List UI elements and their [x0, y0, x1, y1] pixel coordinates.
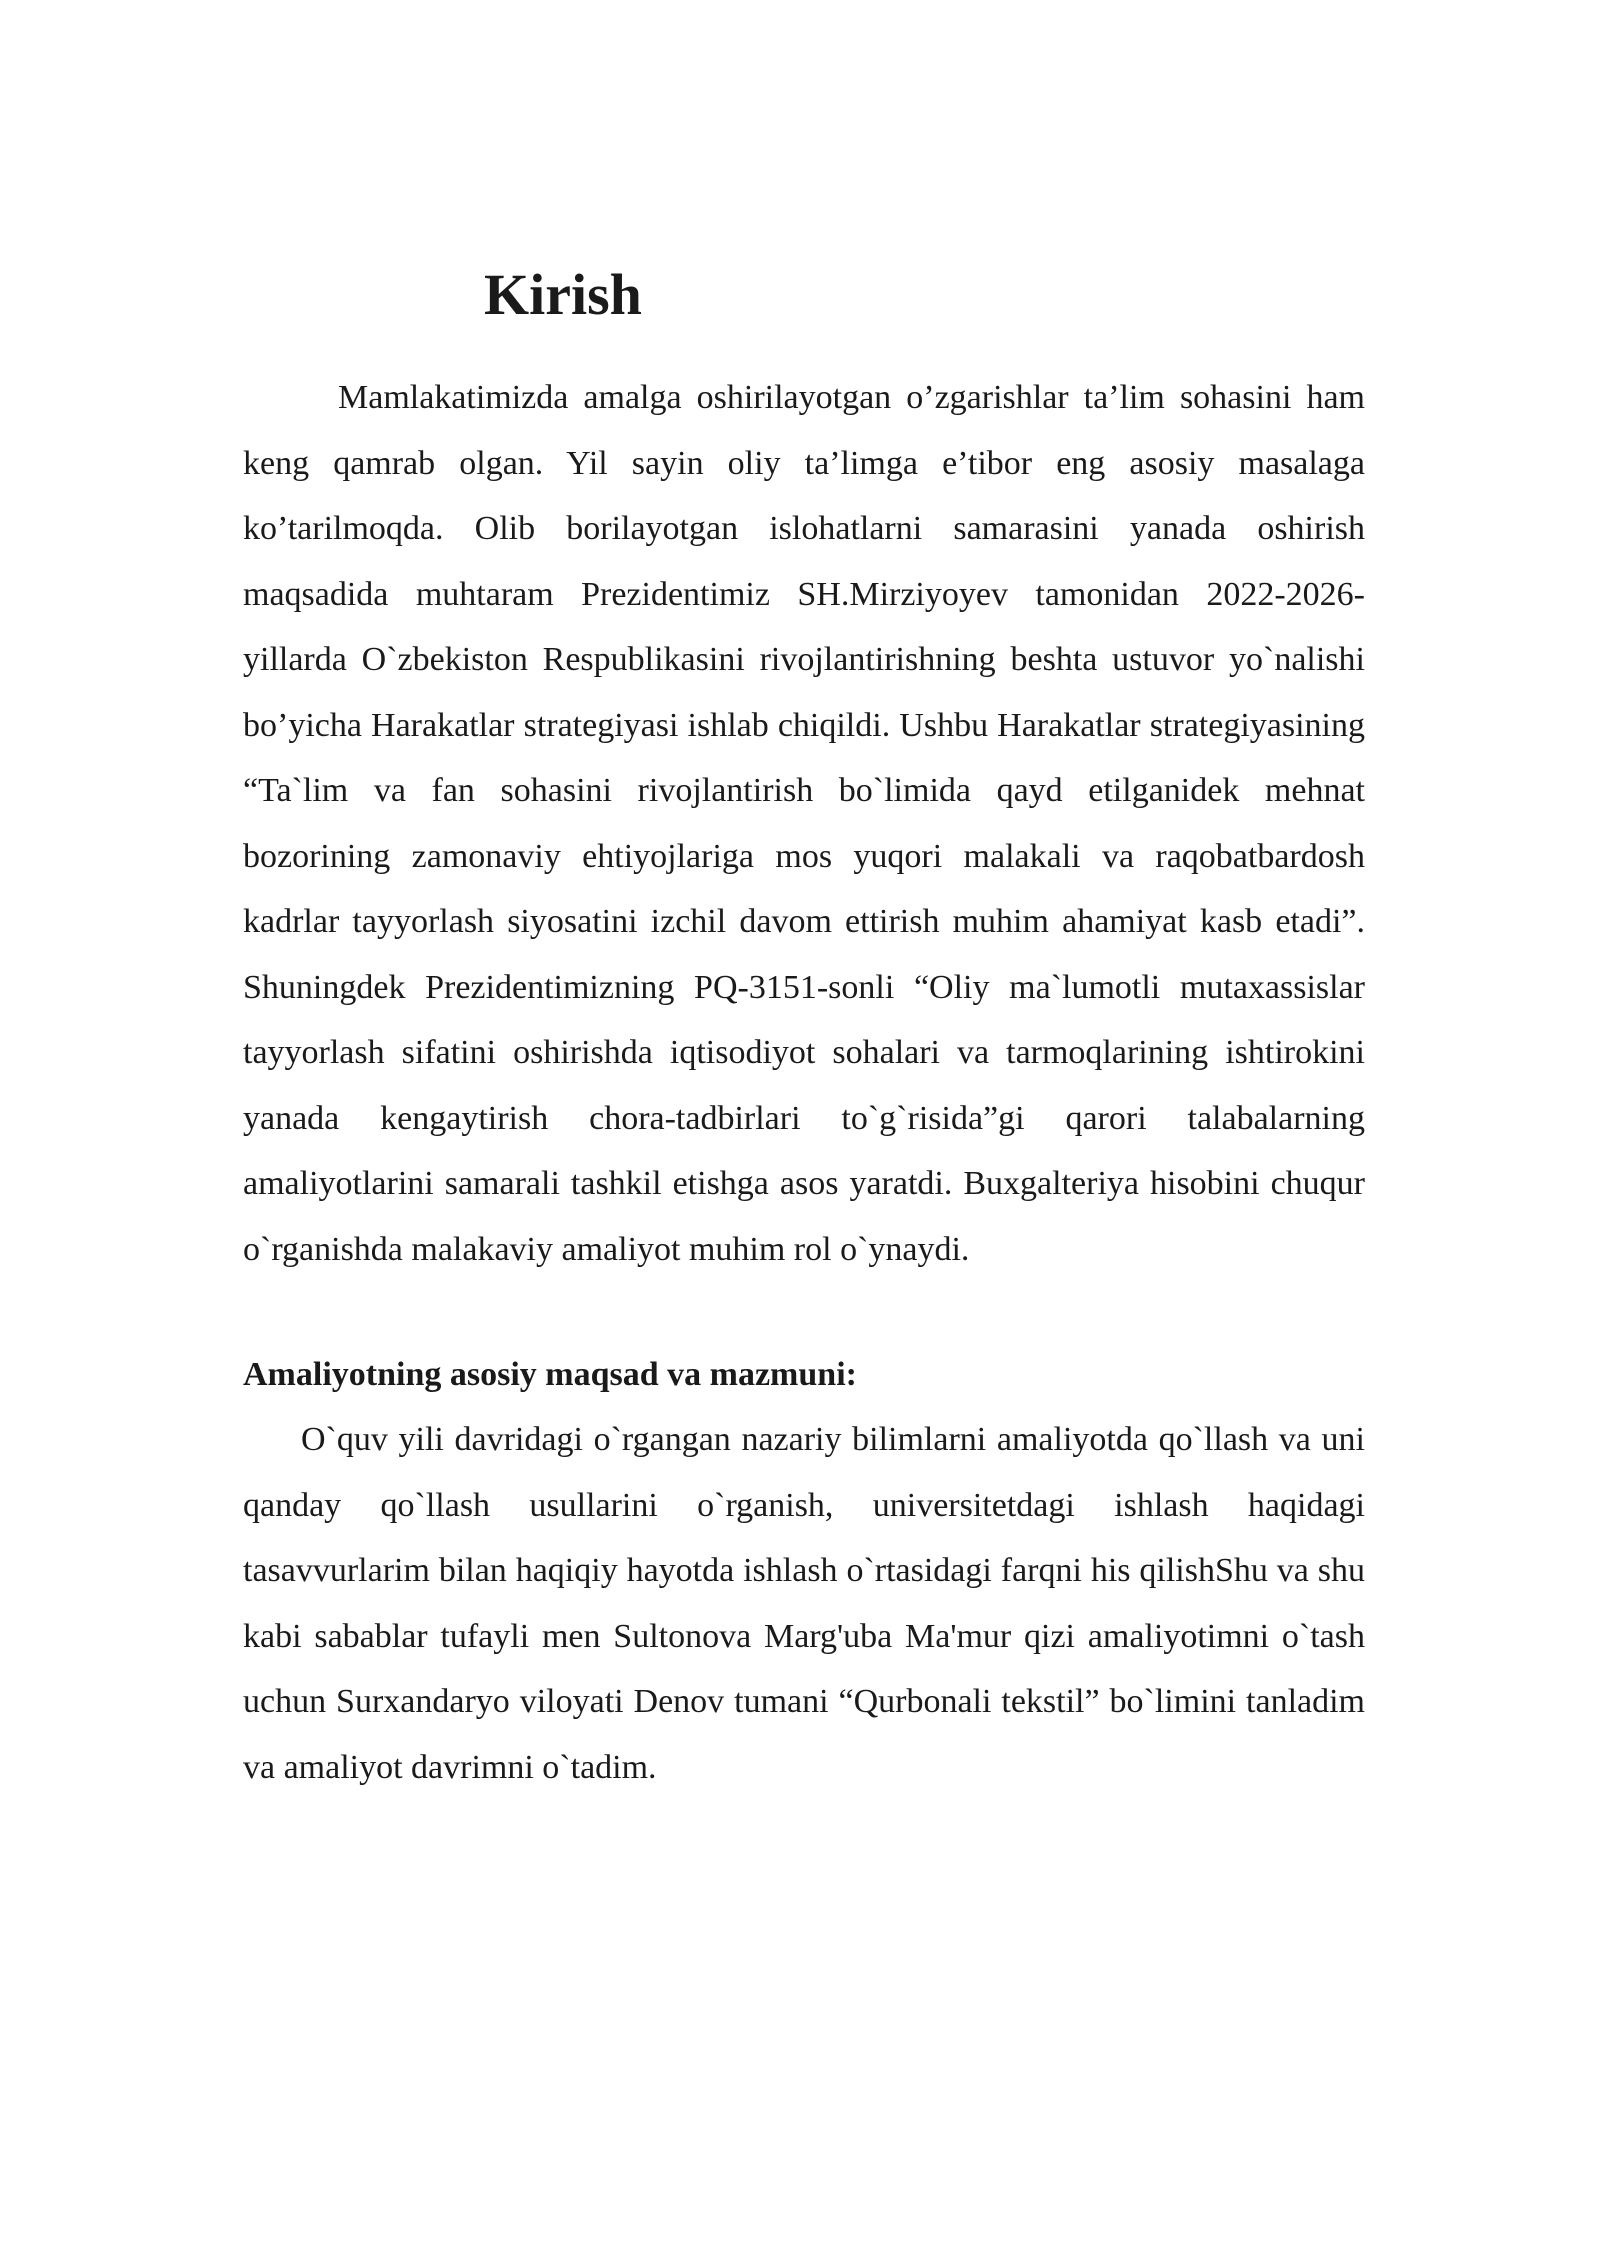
- page-title: Kirish: [484, 262, 642, 327]
- section-subheading: Amaliyotning asosiy maqsad va mazmuni:: [243, 1356, 857, 1393]
- intro-paragraph-block: [243, 365, 1365, 1282]
- intro-paragraph: Mamlakatimizda amalga oshirilayotgan o’zgarishlar ta’lim sohasini ham keng qamrab olgan. Yil sayin oliy ta’limga e’tibor eng asosiy masalaga ko’tarilmoqda. Olib borilayotgan islohatlarni samarasini yanada oshirish maqsadida muhtaram Prezidentimiz SH.Mirziyoyev tamonidan 2022-2026-yillarda O`zbekiston Respublikasini rivojlantirishning beshta ustuvor yo`nalishi bo’yicha Harakatlar strategiyasi ishlab chiqildi. Ushbu Harakatlar strategiyasining “Ta`lim va fan sohasini rivojlantirish bo`limida qayd etilganidek mehnat bozorining zamonaviy ehtiyojlariga mos yuqori malakali va raqobatbardosh kadrlar tayyorlash siyosatini izchil davom ettirish muhim ahamiyat kasb etadi”. Shuningdek Prezidentimizning PQ-3151-sonli “Oliy ma`lumotli mutaxassislar tayyorlash sifatini oshirishda iqtisodiyot sohalari va tarmoqlarining ishtirokini yanada kengaytirish chora-tadbirlari to`g`risida”gi qarori talabalarning amaliyotlarini samarali tashkil etishga asos yaratdi. Buxgalteriya hisobini chuqur o`rganishda malakaviy amaliyot muhim rol o`ynaydi.: [243, 379, 1365, 1268]
- purpose-paragraph-block: [243, 1407, 1365, 1800]
- purpose-paragraph: O`quv yili davridagi o`rgangan nazariy bilimlarni amaliyotda qo`llash va uni qanday qo`llash usullarini o`rganish, universitetdagi ishlash haqidagi tasavvurlarim bilan haqiqiy hayotda ishlash o`rtasidagi farqni his qilishShu va shu kabi sabablar tufayli men Sultonova Marg'uba Ma'mur qizi amaliyotimni o`tash uchun Surxandaryo viloyati Denov tumani “Qurbonali tekstil” bo`limini tanladim va amaliyot davrimni o`tadim.: [243, 1421, 1365, 1786]
